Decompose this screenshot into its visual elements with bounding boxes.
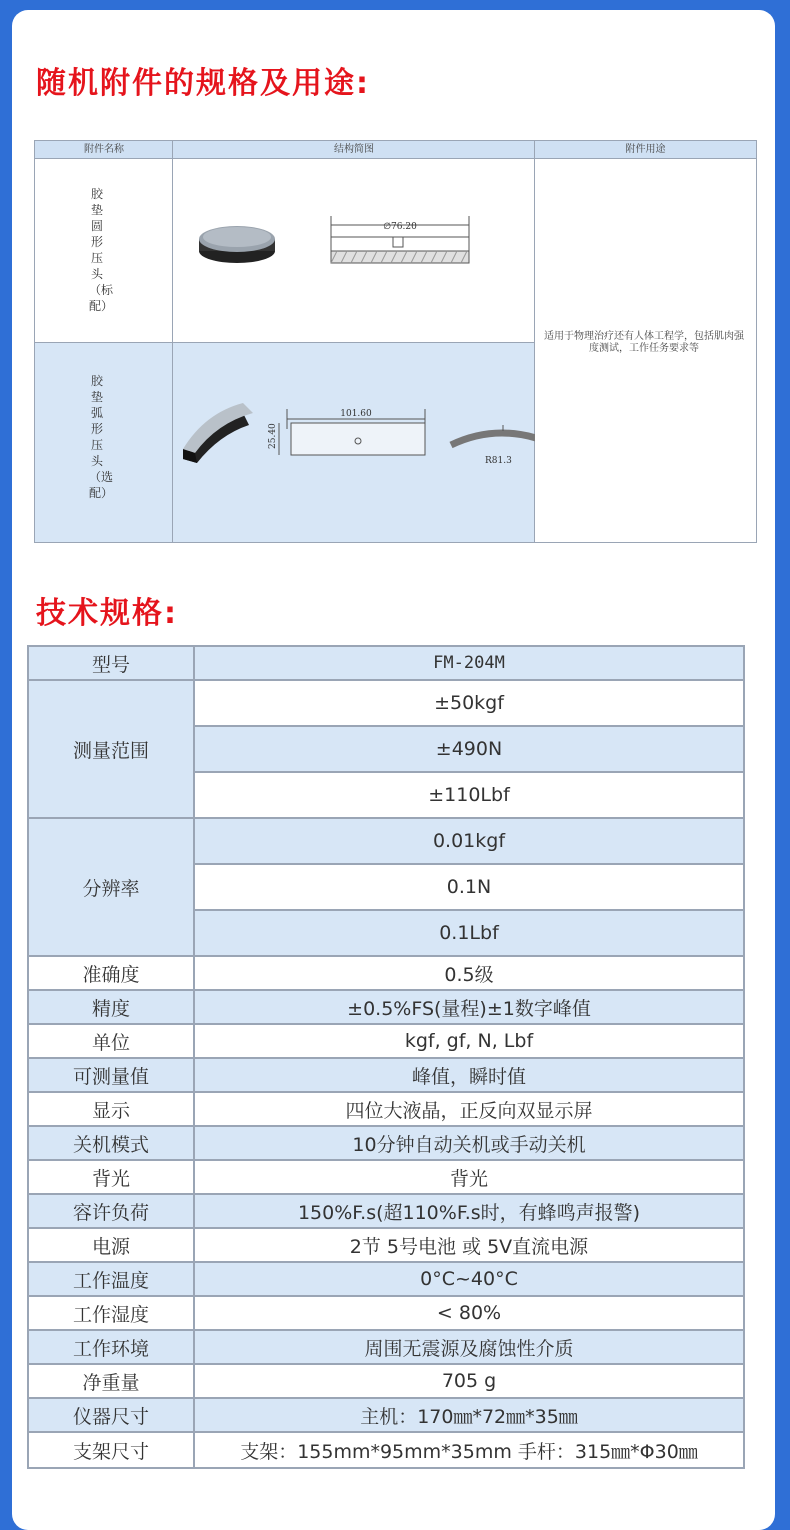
spec-table — [27, 645, 745, 1469]
accessory-table — [34, 140, 757, 543]
arc-pad-3d-icon — [183, 403, 253, 463]
spec-value: ±490N — [194, 726, 744, 772]
spec-row — [28, 1058, 744, 1092]
spec-row — [28, 1432, 744, 1468]
spec-value: ±0.5%FS(量程)±1数字峰值 — [194, 990, 744, 1024]
spec-label: 工作湿度 — [28, 1296, 194, 1330]
spec-value: 10分钟自动关机或手动关机 — [194, 1126, 744, 1160]
spec-label: 显示 — [28, 1092, 194, 1126]
spec-value: 峰值，瞬时值 — [194, 1058, 744, 1092]
spec-value: 周围无震源及腐蚀性介质 — [194, 1330, 744, 1364]
spec-value: 四位大液晶，正反向双显示屏 — [194, 1092, 744, 1126]
arc-pad-side-view — [451, 425, 535, 445]
spec-row — [28, 1092, 744, 1126]
spec-label: 单位 — [28, 1024, 194, 1058]
spec-value: < 80% — [194, 1296, 744, 1330]
spec-label: 型号 — [28, 646, 194, 680]
spec-row — [28, 1364, 744, 1398]
dim-length: 101.60 — [340, 409, 372, 419]
spec-row-model — [28, 646, 744, 680]
spec-row — [28, 956, 744, 990]
accessory-name-arc: 胶垫弧形压头（选配） — [89, 374, 114, 500]
spec-label: 精度 — [28, 990, 194, 1024]
spec-value: 0.1N — [194, 864, 744, 910]
spec-row-range — [28, 680, 744, 726]
dim-diameter: ∅76.20 — [383, 222, 417, 232]
header-accessory-name: 附件名称 — [35, 141, 173, 159]
spec-value: 0.1Lbf — [194, 910, 744, 956]
spec-label: 背光 — [28, 1160, 194, 1194]
spec-label: 容许负荷 — [28, 1194, 194, 1228]
arc-pad-diagram — [175, 401, 535, 481]
spec-label: 测量范围 — [28, 680, 194, 818]
spec-row — [28, 1126, 744, 1160]
spec-label: 工作温度 — [28, 1262, 194, 1296]
spec-row — [28, 1024, 744, 1058]
specs-section-title: 技术规格: — [36, 596, 178, 631]
spec-row — [28, 990, 744, 1024]
spec-row-resolution — [28, 818, 744, 864]
accessories-section-title: 随机附件的规格及用途: — [36, 66, 370, 101]
spec-label: 净重量 — [28, 1364, 194, 1398]
spec-label: 工作环境 — [28, 1330, 194, 1364]
spec-value: 背光 — [194, 1160, 744, 1194]
spec-label: 支架尺寸 — [28, 1432, 194, 1468]
round-pad-diagram — [185, 201, 505, 291]
spec-row — [28, 1228, 744, 1262]
spec-value: 150%F.s(超110%F.s时，有蜂鸣声报警) — [194, 1194, 744, 1228]
spec-value: 支架：155mm*95mm*35mm 手杆：315㎜*Φ30㎜ — [194, 1432, 744, 1468]
dim-radius: R81.3 — [485, 456, 512, 466]
spec-row — [28, 1262, 744, 1296]
spec-label: 分辨率 — [28, 818, 194, 956]
spec-label: 准确度 — [28, 956, 194, 990]
spec-label: 电源 — [28, 1228, 194, 1262]
spec-value: 0°C~40°C — [194, 1262, 744, 1296]
spec-value: FM-204M — [194, 646, 744, 680]
spec-row — [28, 1296, 744, 1330]
spec-value: 主机：170㎜*72㎜*35㎜ — [194, 1398, 744, 1432]
spec-value: 2节 5号电池 或 5V直流电源 — [194, 1228, 744, 1262]
spec-row — [28, 1194, 744, 1228]
round-pad-3d-icon — [199, 226, 275, 263]
accessory-name-round: 胶垫圆形压头（标配） — [89, 187, 114, 313]
spec-row — [28, 1330, 744, 1364]
spec-value: 0.01kgf — [194, 818, 744, 864]
usage-text: 适用于物理治疗还有人体工程学，包括肌肉强度测试，工作任务要求等 — [544, 331, 744, 354]
spec-label: 关机模式 — [28, 1126, 194, 1160]
header-diagram: 结构简图 — [173, 141, 535, 159]
spec-value: 0.5级 — [194, 956, 744, 990]
spec-label: 可测量值 — [28, 1058, 194, 1092]
spec-value: ±110Lbf — [194, 772, 744, 818]
spec-row — [28, 1160, 744, 1194]
header-usage: 附件用途 — [535, 141, 756, 159]
dim-height: 25.40 — [268, 423, 278, 449]
spec-row — [28, 1398, 744, 1432]
spec-value: kgf, gf, N, Lbf — [194, 1024, 744, 1058]
spec-value: 705 g — [194, 1364, 744, 1398]
spec-label: 仪器尺寸 — [28, 1398, 194, 1432]
spec-value: ±50kgf — [194, 680, 744, 726]
